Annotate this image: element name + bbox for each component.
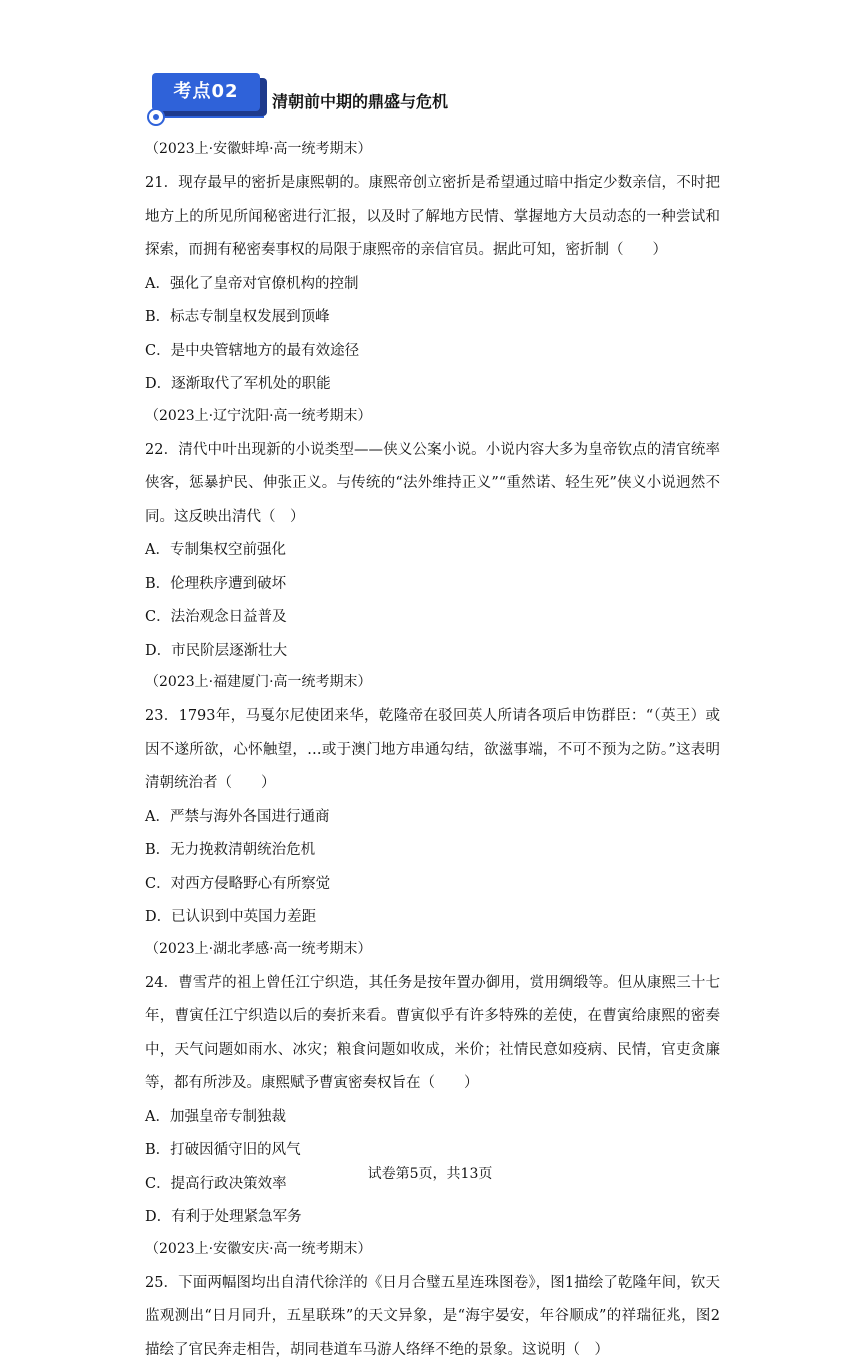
question-22 [145, 402, 720, 669]
option-a[interactable] [145, 268, 445, 302]
options [145, 801, 720, 935]
option-a[interactable] [145, 534, 445, 568]
option-letter: D． [145, 635, 171, 669]
option-a[interactable] [145, 1101, 445, 1135]
option-letter: A． [145, 534, 170, 568]
option-text: 有利于处理紧急军务 [171, 1201, 302, 1235]
option-text: 伦理秩序遭到破坏 [170, 568, 286, 602]
question-source: （2023上·湖北孝感·高一统考期末） [145, 935, 720, 963]
option-letter: C． [145, 335, 171, 369]
question-stem: 25．下面两幅图均出自清代徐洋的《日月合璧五星连珠图卷》，图1描绘了乾隆年间，钦天监观测出“日月同升，五星联珠”的天文异象，是“海宇晏安，年谷顺成”的祥瑞征兆，图2描绘了官民奔走相告，胡同巷道车马游人络绎不绝的景象。这说明（ ） [145, 1267, 720, 1367]
option-letter: B． [145, 834, 170, 868]
option-letter: A． [145, 801, 170, 835]
question-source: （2023上·安徽蚌埠·高一统考期末） [145, 135, 720, 163]
option-d[interactable] [145, 635, 445, 669]
question-21 [145, 135, 720, 402]
question-23 [145, 668, 720, 935]
option-d[interactable] [145, 901, 445, 935]
option-text: 无力挽救清朝统治危机 [170, 834, 315, 868]
badge-dot-icon [147, 108, 165, 126]
option-d[interactable] [145, 1201, 445, 1235]
option-letter: B． [145, 301, 170, 335]
question-source: （2023上·安徽安庆·高一统考期末） [145, 1235, 720, 1263]
option-c[interactable] [145, 868, 445, 902]
option-letter: D． [145, 368, 171, 402]
question-source: （2023上·辽宁沈阳·高一统考期末） [145, 402, 720, 430]
option-letter: A． [145, 268, 170, 302]
option-letter: D． [145, 901, 171, 935]
option-letter: B． [145, 568, 170, 602]
option-text: 逐渐取代了军机处的职能 [171, 368, 331, 402]
option-text: 标志专制皇权发展到顶峰 [170, 301, 330, 335]
option-text: 市民阶层逐渐壮大 [171, 635, 287, 669]
option-text: 已认识到中英国力差距 [171, 901, 316, 935]
option-letter: D． [145, 1201, 171, 1235]
option-text: 提高行政决策效率 [171, 1168, 287, 1202]
question-stem: 23．1793年，马戛尔尼使团来华，乾隆帝在驳回英人所请各项后申饬群臣：“（英王）或因不遂所欲，心怀触望，…或于澳门地方串通勾结，欲滋事端，不可不预为之防。”这表明清朝统治者（ ） [145, 700, 720, 801]
option-d[interactable] [145, 368, 445, 402]
option-a[interactable] [145, 801, 445, 835]
option-b[interactable] [145, 568, 445, 602]
option-text: 打破因循守旧的风气 [170, 1134, 301, 1168]
question-stem: 21．现存最早的密折是康熙朝的。康熙帝创立密折是希望通过暗中指定少数亲信，不时把地方上的所见所闻秘密进行汇报，以及时了解地方民情、掌握地方大员动态的一种尝试和探索，而拥有秘密奏事权的局限于康熙帝的亲信官员。据此可知，密折制（ ） [145, 167, 720, 268]
option-text: 加强皇帝专制独裁 [170, 1101, 286, 1135]
options [145, 268, 720, 402]
page-footer: 试卷第5页，共13页 [0, 1163, 860, 1183]
option-text: 专制集权空前强化 [170, 534, 286, 568]
question-25 [145, 1235, 720, 1367]
section-banner [147, 70, 507, 126]
option-letter: B． [145, 1134, 170, 1168]
question-stem: 22．清代中叶出现新的小说类型——侠义公案小说。小说内容大多为皇帝钦点的清官统率侠客，惩暴护民、伸张正义。与传统的“法外维持正义”“重然诺、轻生死”侠义小说迥然不同。这反映出清代（ ） [145, 434, 720, 535]
option-letter: C． [145, 601, 171, 635]
question-24 [145, 935, 720, 1235]
option-text: 强化了皇帝对官僚机构的控制 [170, 268, 359, 302]
question-source: （2023上·福建厦门·高一统考期末） [145, 668, 720, 696]
option-text: 严禁与海外各国进行通商 [170, 801, 330, 835]
option-b[interactable] [145, 834, 445, 868]
option-letter: C． [145, 1168, 171, 1202]
option-b[interactable] [145, 301, 445, 335]
options [145, 534, 720, 668]
option-letter: A． [145, 1101, 170, 1135]
question-stem: 24．曹雪芹的祖上曾任江宁织造，其任务是按年置办御用，赏用绸缎等。但从康熙三十七年，曹寅任江宁织造以后的奏折来看。曹寅似乎有许多特殊的差使，在曹寅给康熙的密奏中，天气问题如雨水、冰灾；粮食问题如收成，米价；社情民意如疫病、民情，官吏贪廉等，都有所涉及。康熙赋予曹寅密奏权旨在（ ） [145, 967, 720, 1101]
option-c[interactable] [145, 335, 445, 369]
option-text: 法治观念日益普及 [171, 601, 287, 635]
option-text: 对西方侵略野心有所察觉 [171, 868, 331, 902]
option-c[interactable] [145, 601, 445, 635]
option-text: 是中央管辖地方的最有效途径 [171, 335, 360, 369]
badge-underline [164, 116, 264, 118]
section-badge: 考点02 [152, 73, 260, 111]
section-title: 清朝前中期的鼎盛与危机 [272, 89, 448, 112]
option-letter: C． [145, 868, 171, 902]
